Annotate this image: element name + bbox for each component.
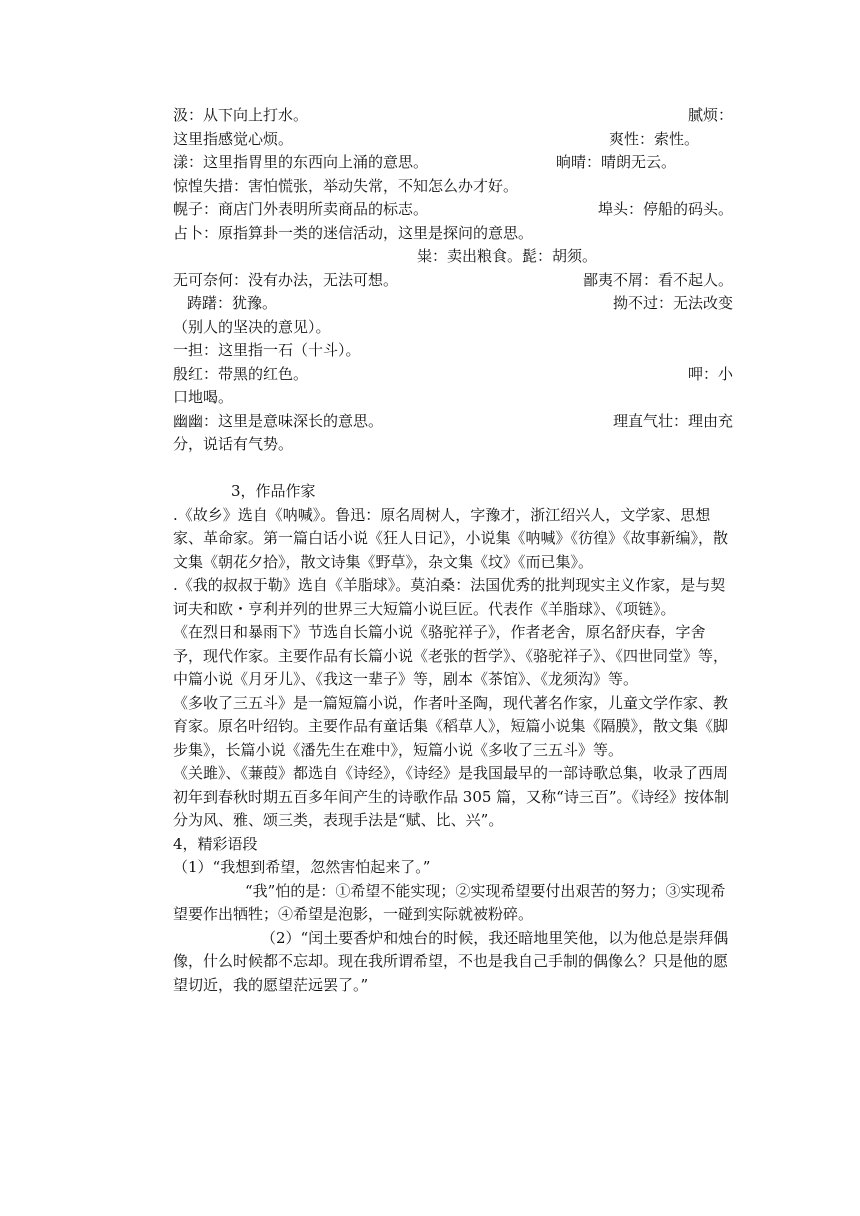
glossary-entry: 占卜：原指算卦一类的迷信活动，这里是探问的意思。 [173,223,534,242]
glossary-entry: （别人的坚决的意见）。 [173,317,331,336]
glossary-entry: 惊惶失措：害怕慌张，举动失常，不知怎么办才好。 [173,176,519,195]
glossary-line [173,339,733,363]
glossary-line [173,175,733,199]
glossary-entry: 鄙夷不屑：看不起人。 [582,270,733,289]
section-heading: 4，精彩语段 [173,834,258,853]
glossary-line [173,410,733,434]
paragraph: .《故乡》选自《呐喊》。鲁迅：原名周树人，字豫才，浙江绍兴人，文学家、思想家、革命家。第一篇白话小说《狂人日记》，小说集《呐喊》《彷徨》《故事新编》，散文集《朝花夕拾》，散文诗集《野草》，杂文集《坟》《而已集》。 [173,505,729,571]
answer: “我”怕的是：①希望不能实现；②实现希望要付出艰苦的努力；③实现希望要作出牺牲；④希望是泡影，一碰到实际就被粉碎。 [173,881,726,923]
glossary-line [173,269,733,293]
question: （1）“我想到希望，忽然害怕起来了。” [173,858,431,876]
glossary-line [173,386,733,410]
glossary-entry: 埠头：停船的码头。 [597,200,733,218]
glossary-entry: 腻烦： [687,106,733,124]
section-heading: 3，作品作家 [231,482,316,500]
glossary-entry: 呷：小 [687,364,733,383]
glossary-line [173,198,733,222]
glossary-entry: 一担：这里指一石（十斗）。 [173,341,361,359]
question: （2）“闰土要香炉和烛台的时候，我还暗地里笑他，以为他总是崇拜偶像，什么时候都不忘却。现在我所谓希望，不也是我自己手制的偶像么？只是他的愿望切近，我的愿望茫远罢了。” [173,928,729,994]
glossary-entry: 口地喝。 [173,388,234,406]
blank-line [173,457,733,481]
paragraph: .《我的叔叔于勒》选自《羊脂球》。莫泊桑：法国优秀的批判现实主义作家，是与契诃夫和欧・亨利并列的世界三大短篇小说巨匠。代表作《羊脂球》、《项链》。 [173,576,726,618]
glossary-entry: 漾：这里指胃里的东西向上涌的意思。 [173,153,429,171]
glossary-entry: 汲：从下向上打水。 [173,106,309,124]
glossary-entry: 这里指感觉心烦。 [173,129,294,148]
glossary-line [173,292,733,316]
glossary-entry: 晌晴：晴朗无云。 [556,153,677,171]
glossary-entry: 踌躇：犹豫。 [187,294,278,312]
glossary-entry: 粜：卖出粮食。髭：胡须。 [417,247,598,265]
glossary-line [173,316,733,340]
glossary-entry: 殷红：带黑的红色。 [173,364,309,383]
paragraph: 《多收了三五斗》是一篇短篇小说，作者叶圣陶，现代著名作家，儿童文学作家、教育家。原名叶绍钧。主要作品有童话集《稻草人》，短篇小说集《隔膜》，散文集《脚步集》，长篇小说《潘先生在难中》，短篇小说《多收了三五斗》等。 [173,693,729,759]
glossary-line [173,104,733,128]
glossary-entry: 无可奈何：没有办法，无法可想。 [173,270,399,289]
glossary-line [173,245,733,269]
document-body [173,104,733,997]
glossary-line [173,363,733,387]
glossary-line [173,222,733,246]
glossary-entry: 理直气壮：理由充 [612,411,733,430]
paragraph: 《关雎》、《蒹葭》都选自《诗经》，《诗经》是我国最早的一部诗歌总集，收录了西周初年到春秋时期五百多年间产生的诗歌作品 305 篇，又称“诗三百”。《诗经》按体制分为风、雅、颂三类，表现手法是“赋、比、兴”。 [173,764,730,829]
glossary-line [173,128,733,152]
glossary-entry: 爽性：索性。 [609,129,700,148]
glossary-entry: 拗不过：无法改变 [612,294,733,312]
glossary-line [173,151,733,175]
glossary-entry: 幌子：商店门外表明所卖商品的标志。 [173,200,429,218]
glossary-entry: 幽幽：这里是意味深长的意思。 [173,411,384,430]
glossary-entry: 分，说话有气势。 [173,435,294,453]
glossary-line [173,433,733,457]
paragraph: 《在烈日和暴雨下》节选自长篇小说《骆驼祥子》，作者老舍，原名舒庆春，字舍予，现代作家。主要作品有长篇小说《老张的哲学》、《骆驼祥子》、《四世同堂》等，中篇小说《月牙儿》、《我这一辈子》等，剧本《茶馆》、《龙须沟》等。 [173,623,729,688]
